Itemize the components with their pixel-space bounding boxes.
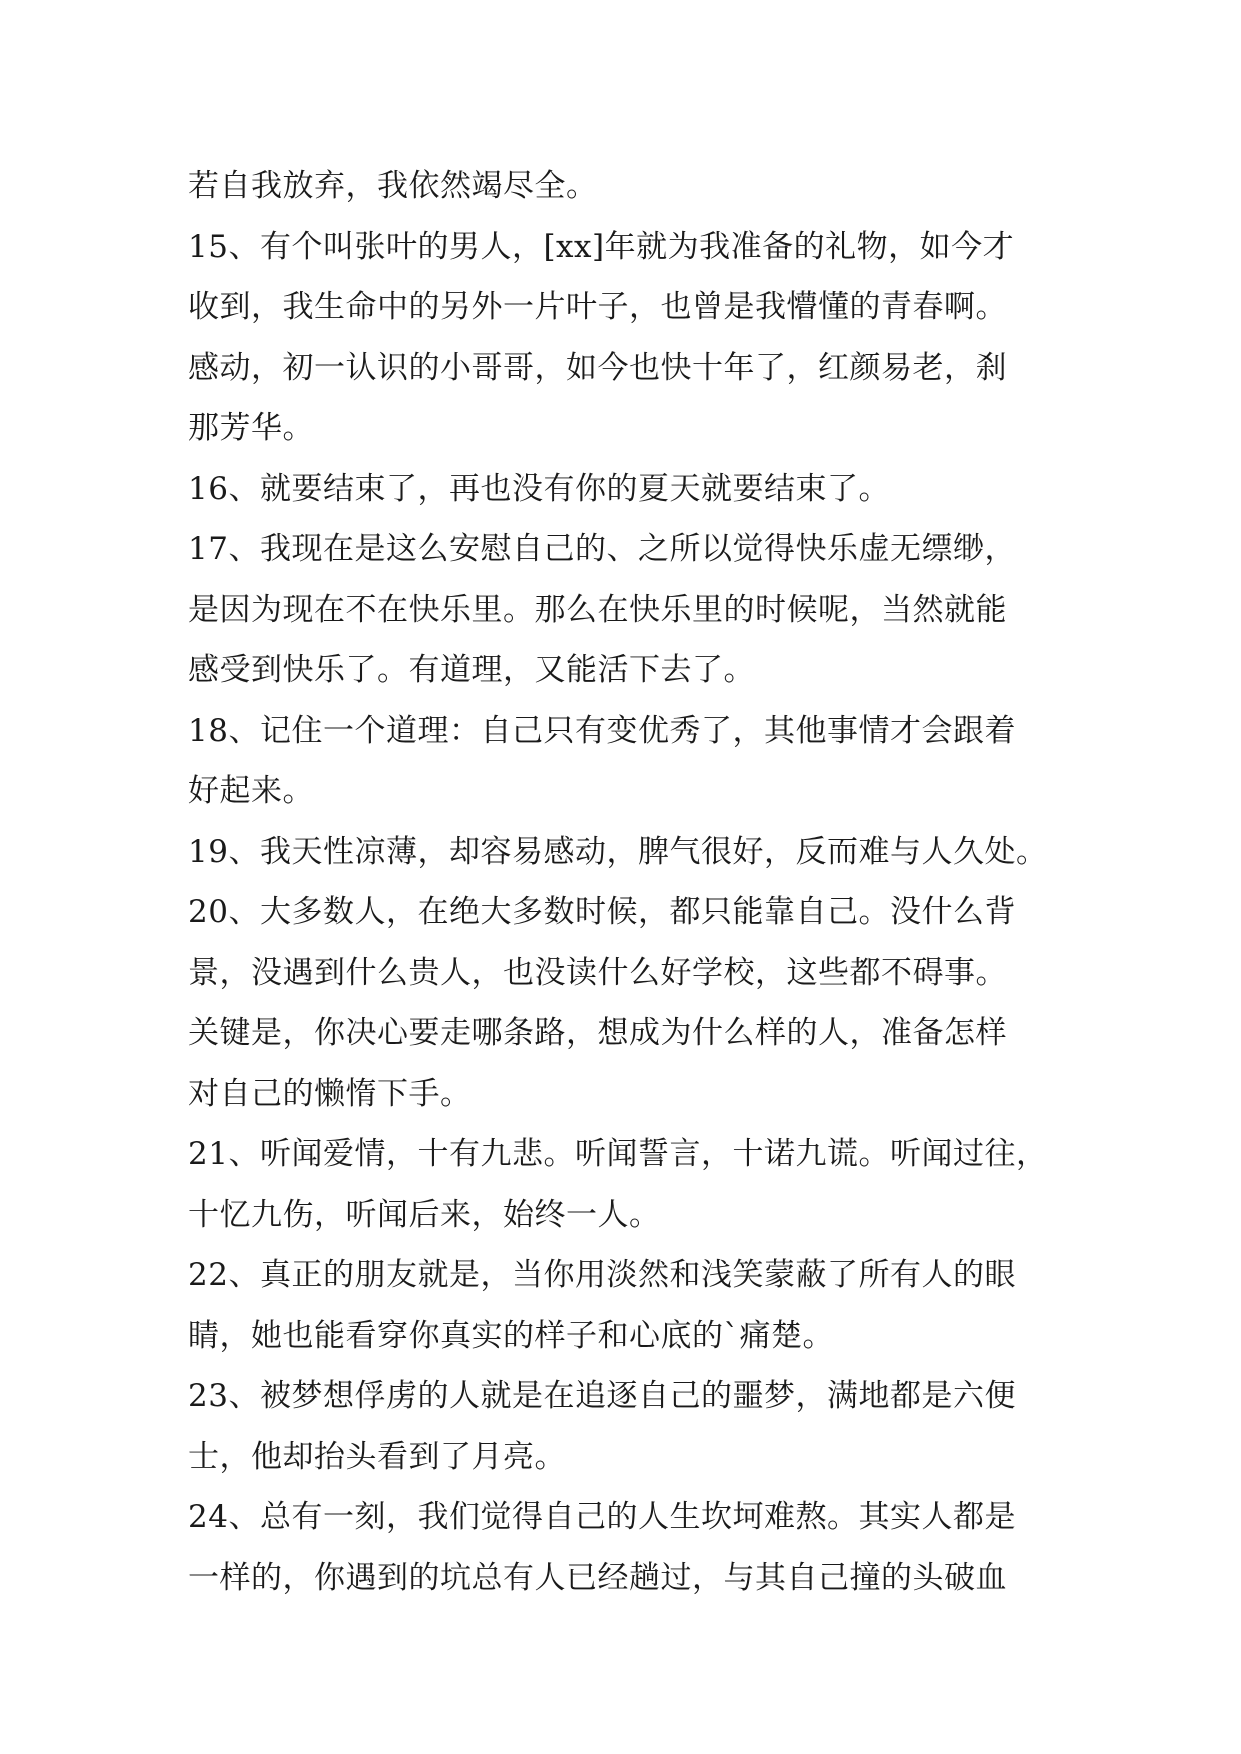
text-line: 士，他却抬头看到了月亮。: [188, 1438, 566, 1475]
text-line: 17、我现在是这么安慰自己的、之所以觉得快乐虚无缥缈，: [188, 531, 1016, 567]
text-line: 感受到快乐了。有道理，又能活下去了。: [188, 652, 755, 688]
text-line: 21、听闻爱情，十有九悲。听闻誓言，十诺九谎。听闻过往，: [188, 1136, 1048, 1172]
text-line: 15、有个叫张叶的男人，[xx]年就为我准备的礼物，如今才: [188, 228, 1015, 265]
text-line: 睛，她也能看穿你真实的样子和心底的`痛楚。: [188, 1317, 834, 1354]
document-body: [188, 156, 1068, 1608]
text-line: 关键是，你决心要走哪条路，想成为什么样的人，准备怎样: [188, 1015, 1007, 1051]
text-line: 20、大多数人，在绝大多数时候，都只能靠自己。没什么背: [188, 894, 1016, 930]
text-line: 24、总有一刻，我们觉得自己的人生坎坷难熬。其实人都是: [188, 1499, 1016, 1535]
text-line: 收到，我生命中的另外一片叶子，也曾是我懵懂的青春啊。: [188, 289, 1007, 325]
text-line: 感动，初一认识的小哥哥，如今也快十年了，红颜易老，刹: [188, 349, 1007, 386]
text-line: 那芳华。: [188, 410, 314, 446]
text-line: 22、真正的朋友就是，当你用淡然和浅笑蒙蔽了所有人的眼: [188, 1257, 1016, 1293]
text-line: 16、就要结束了，再也没有你的夏天就要结束了。: [188, 470, 890, 507]
text-line: 是因为现在不在快乐里。那么在快乐里的时候呢，当然就能: [188, 591, 1007, 628]
text-line: 19、我天性凉薄，却容易感动，脾气很好，反而难与人久处。: [188, 833, 1048, 870]
text-line: 18、记住一个道理：自己只有变优秀了，其他事情才会跟着: [188, 712, 1016, 749]
text-line: 若自我放弃，我依然竭尽全。: [188, 168, 598, 204]
text-line: 十忆九伤，听闻后来，始终一人。: [188, 1196, 661, 1233]
text-line: 景，没遇到什么贵人，也没读什么好学校，这些都不碍事。: [188, 954, 1007, 991]
text-line: 一样的，你遇到的坑总有人已经趟过，与其自己撞的头破血: [188, 1559, 1007, 1596]
text-line: 好起来。: [188, 773, 314, 809]
text-line: 对自己的懒惰下手。: [188, 1075, 472, 1112]
text-line: 23、被梦想俘虏的人就是在追逐自己的噩梦，满地都是六便: [188, 1378, 1016, 1414]
